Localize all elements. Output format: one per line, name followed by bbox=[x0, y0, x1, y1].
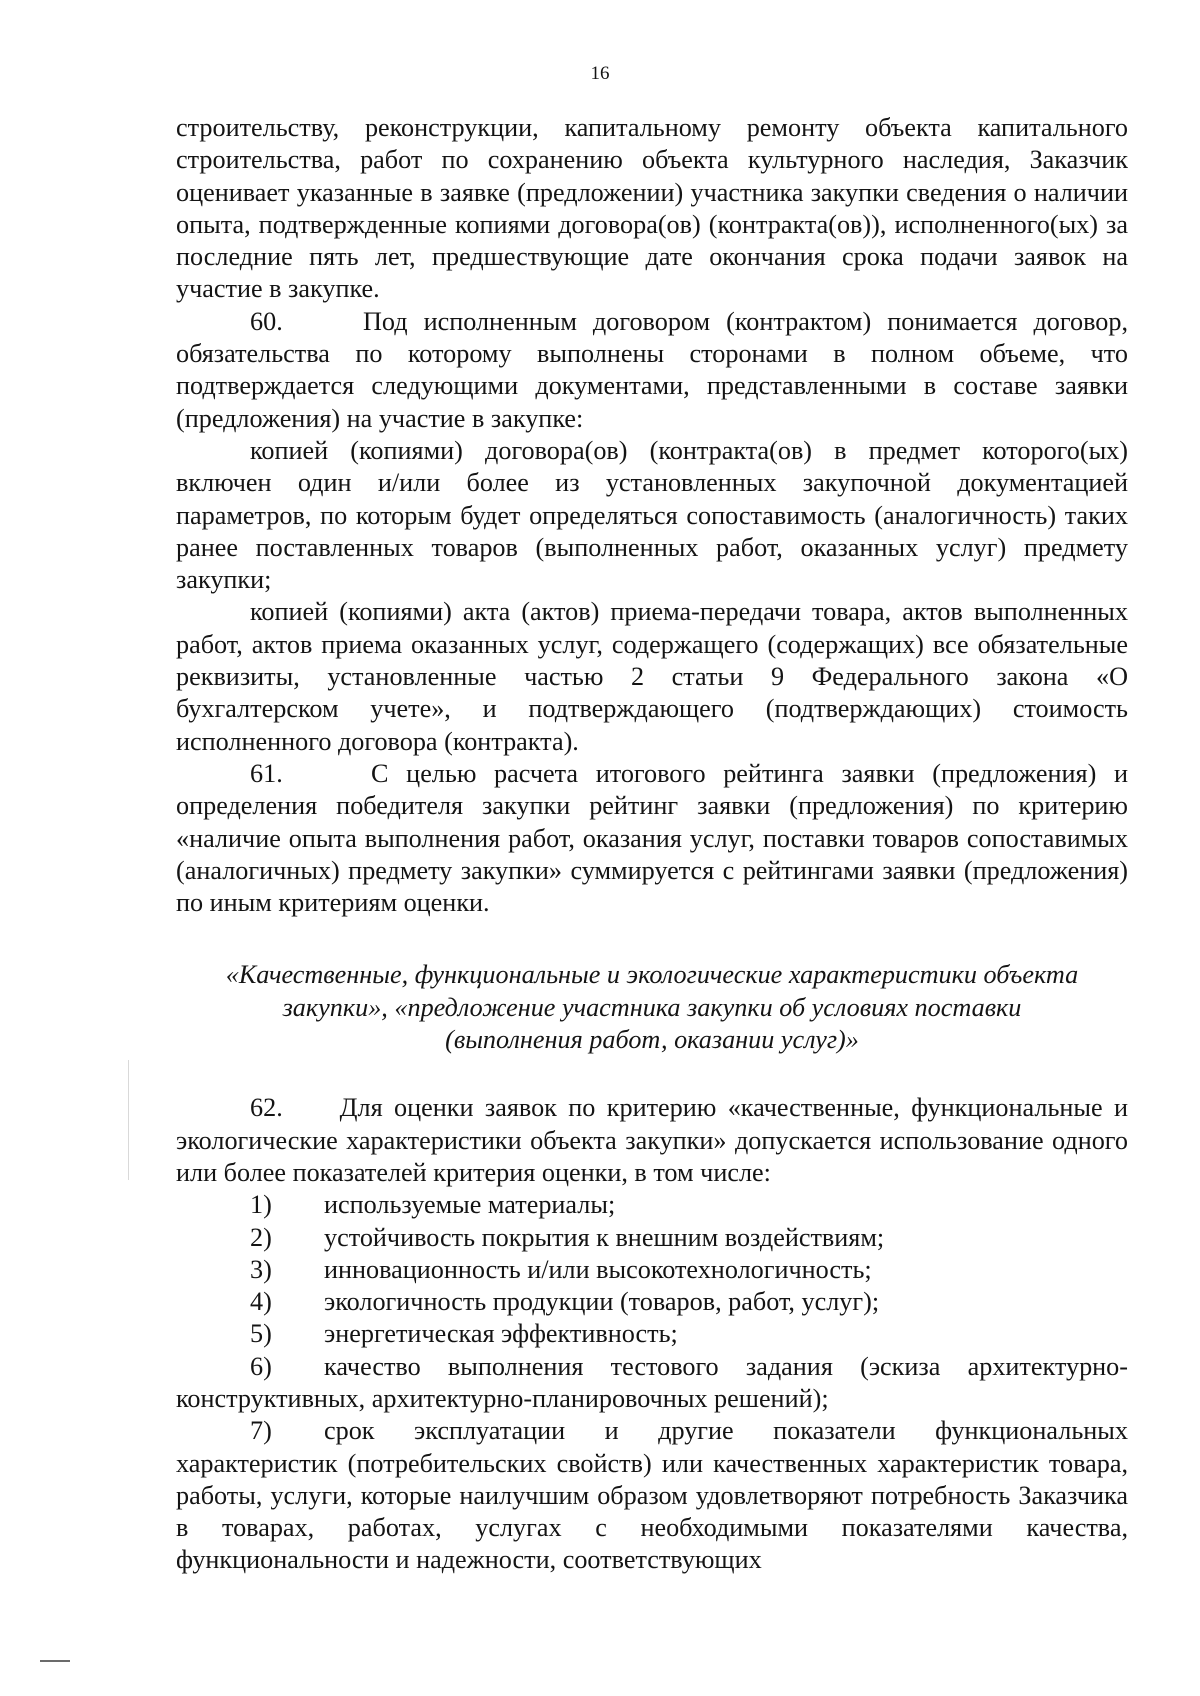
clause-text: Для оценки заявок по критерию «качественные, функциональные и экологические характеристики объекта закупки» допускается использование одного или более показателей критерия оценки, в том числе: bbox=[176, 1093, 1129, 1187]
paragraph-continuation: строительству, реконструкции, капитальному ремонту объекта капитального строительства, работ по сохранению объекта культурного наследия, Заказчик оценивает указанные в заявке (предложении) участника закупки сведения о наличии опыта, подтвержденные копиями договора(ов) (контракта(ов)), исполненного(ых) за последние пять лет, предшествующие дате окончания срока подачи заявок на участие в закупке. bbox=[176, 113, 1128, 304]
list-item-text: энергетическая эффективность; bbox=[324, 1319, 678, 1349]
scan-margin-line bbox=[128, 1060, 129, 1180]
list-item-text: качество выполнения тестового задания (эскиза архитектурно-конструктивных, архитектурно-планировочных решений); bbox=[176, 1351, 1128, 1413]
clause-60-item-2: копией (копиями) акта (актов) приема-передачи товара, актов выполненных работ, актов приема оказанных услуг, содержащего (содержащих) все обязательные реквизиты, установленные частью 2 статьи 9 Федерального закона «О бухгалтерском учете», и подтверждающего (подтверждающих) стоимость исполненного договора (контракта). bbox=[176, 597, 1128, 756]
clause-60-item-1: копией (копиями) договора(ов) (контракта(ов) в предмет которого(ых) включен один и/или более из установленных закупочной документацией параметров, по которым будет определяться сопоставимость (аналогичность) таких ранее поставленных товаров (выполненных работ, оказанных услуг) предмету закупки; bbox=[176, 435, 1128, 595]
page-number: 16 bbox=[590, 63, 610, 84]
subtitle-line-3: (выполнения работ, оказании услуг)» bbox=[445, 1025, 859, 1055]
list-item-text: используемые материалы; bbox=[324, 1190, 616, 1220]
clause-text: С целью расчета итогового рейтинга заявки (предложения) и определения победителя закупки рейтинг заявки (предложения) по критерию «наличие опыта выполнения работ, оказания услуг, поставки товаров сопоставимых (аналогичных) предмету закупки» суммируется с рейтингами заявки (предложения) по иным критериям оценки. bbox=[176, 758, 1128, 918]
section-subtitle bbox=[176, 959, 1128, 1056]
list-item bbox=[176, 1222, 1128, 1254]
list-item-text: устойчивость покрытия к внешним воздействиям; bbox=[324, 1222, 885, 1252]
clause-61 bbox=[176, 758, 1128, 919]
list-item bbox=[176, 1351, 1128, 1416]
list-item-text: срок эксплуатации и другие показатели функциональных характеристик (потребительских свойств) или качественных характеристик товара, работы, услуги, которые наилучшим образом удовлетворяют потребность Заказчика в товарах, работах, услугах с необходимыми показателями качества, функциональности и надежности, соответствующих bbox=[176, 1416, 1128, 1575]
list-item-text: экологичность продукции (товаров, работ, услуг); bbox=[324, 1287, 880, 1317]
list-item-number: 6) bbox=[250, 1351, 272, 1381]
scan-margin-mark bbox=[40, 1660, 70, 1662]
list-item-number: 5) bbox=[250, 1319, 272, 1349]
list-item-number: 7) bbox=[250, 1416, 272, 1446]
clause-text: Под исполненным договором (контрактом) понимается договор, обязательства по которому выполнены сторонами в полном объеме, что подтверждается следующими документами, представленными в составе заявки (предложения) на участие в закупке: bbox=[176, 306, 1129, 433]
list-item bbox=[176, 1318, 1128, 1350]
subtitle-line-1: «Качественные, функциональные и экологические характеристики объекта bbox=[225, 960, 1079, 990]
list-item bbox=[176, 1286, 1128, 1318]
list-item-number: 1) bbox=[250, 1190, 272, 1220]
clause-62 bbox=[176, 1092, 1128, 1189]
list-item-text: инновационность и/или высокотехнологичность; bbox=[324, 1254, 872, 1284]
list-item bbox=[176, 1254, 1128, 1286]
clause-60 bbox=[176, 306, 1128, 435]
clause-number: 61. bbox=[250, 758, 283, 788]
clause-number: 62. bbox=[250, 1093, 283, 1123]
clause-number: 60. bbox=[250, 306, 283, 336]
list-item bbox=[176, 1189, 1128, 1221]
document-body bbox=[176, 112, 1128, 1577]
list-item-number: 4) bbox=[250, 1287, 272, 1317]
list-item bbox=[176, 1415, 1128, 1576]
subtitle-line-2: закупки», «предложение участника закупки об условиях поставки bbox=[282, 992, 1022, 1022]
list-item-number: 2) bbox=[250, 1222, 272, 1252]
list-item-number: 3) bbox=[250, 1254, 272, 1284]
